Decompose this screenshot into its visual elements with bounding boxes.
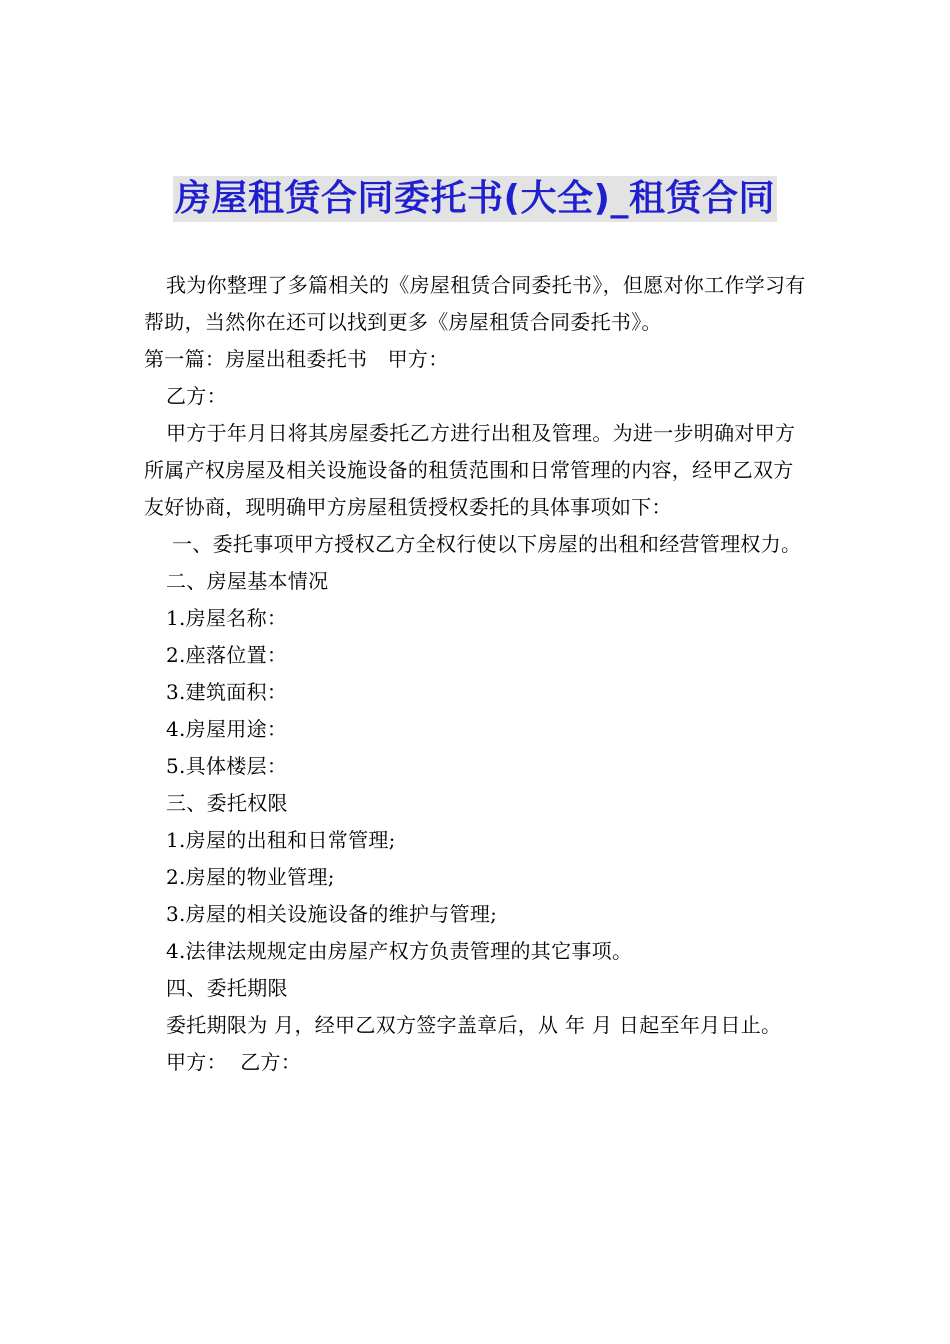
party-b-line: 乙方： bbox=[166, 384, 227, 408]
title-wrap bbox=[0, 176, 950, 222]
list-item: 5.具体楼层： bbox=[166, 754, 288, 778]
clause-heading-two: 二、房屋基本情况 bbox=[166, 569, 329, 593]
list-item: 3.建筑面积： bbox=[166, 680, 288, 704]
list-item: 3.房屋的相关设施设备的维护与管理; bbox=[166, 902, 498, 926]
term-paragraph: 委托期限为 月，经甲乙双方签字盖章后，从 年 月 日起至年月日止。 bbox=[166, 1013, 782, 1037]
section-heading-first: 第一篇：房屋出租委托书 甲方： bbox=[144, 347, 449, 371]
list-item: 4.房屋用途： bbox=[166, 717, 288, 741]
clause-heading-three: 三、委托权限 bbox=[166, 791, 288, 815]
list-item: 2.座落位置： bbox=[166, 643, 288, 667]
document-body bbox=[144, 267, 810, 1081]
list-item: 1.房屋的出租和日常管理; bbox=[166, 828, 396, 852]
intro-paragraph: 我为你整理了多篇相关的《房屋租赁合同委托书》，但愿对你工作学习有帮助，当然你在还可以找到更多《房屋租赁合同委托书》。 bbox=[144, 273, 806, 334]
document-title: 房屋租赁合同委托书(大全)_租赁合同 bbox=[173, 176, 777, 222]
list-item: 1.房屋名称： bbox=[166, 606, 288, 630]
list-item: 2.房屋的物业管理; bbox=[166, 865, 335, 889]
clause-one: 一、委托事项甲方授权乙方全权行使以下房屋的出租和经营管理权力。 bbox=[172, 532, 802, 556]
clause-heading-four: 四、委托期限 bbox=[166, 976, 288, 1000]
list-item: 4.法律法规规定由房屋产权方负责管理的其它事项。 bbox=[166, 939, 633, 963]
body-paragraph: 甲方于年月日将其房屋委托乙方进行出租及管理。为进一步明确对甲方所属产权房屋及相关设施设备的租赁范围和日常管理的内容，经甲乙双方友好协商，现明确甲方房屋租赁授权委托的具体事项如下： bbox=[144, 421, 796, 519]
signature-line: 甲方： 乙方： bbox=[166, 1050, 302, 1074]
